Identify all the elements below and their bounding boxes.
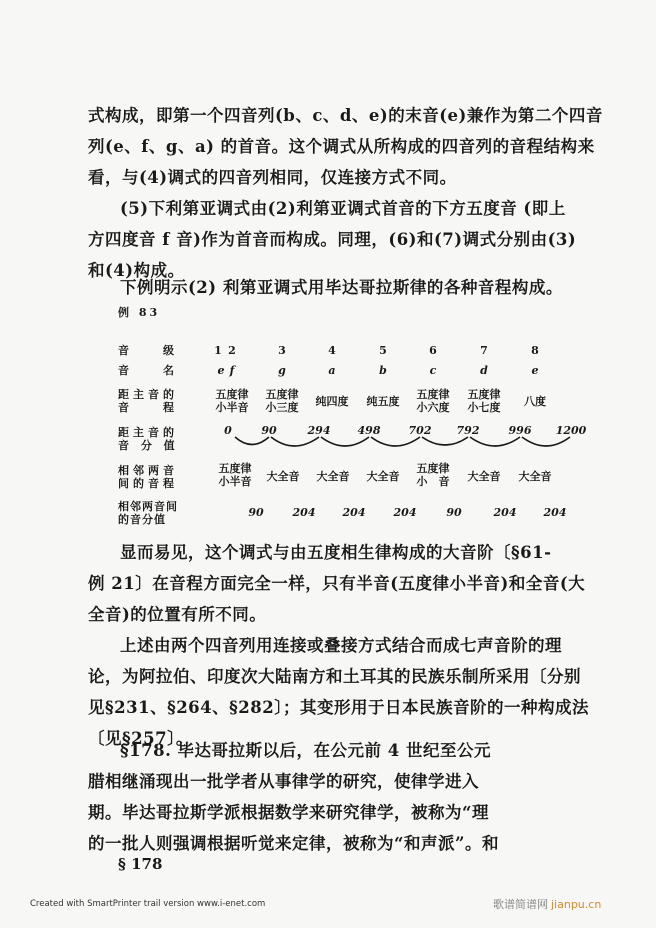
interval-arcs-icon [118,340,588,470]
cents-cell: 1200 [555,424,587,437]
paragraph-mode-structure [88,100,603,193]
cents-cell: 996 [508,424,532,437]
note-name-cell: c [429,364,437,377]
adjacent-interval-cell: 五度律 小半音 [218,462,252,488]
note-name-cell: f [229,364,235,377]
row-label-degree: 音 级 [118,344,178,357]
note-name-cell: e [217,364,225,377]
cents-cell: 0 [224,424,232,437]
site-name-cn: 歌谱简谱网 [493,898,548,911]
text-line: 论，为阿拉伯、印度次大陆南方和土耳其的民族乐制所采用〔分别 [88,667,581,686]
text-line: 期。毕达哥拉斯学派根据数学来研究律学，被称为“理 [88,803,489,822]
degree-cell: 4 [328,344,336,357]
cents-cell: 90 [261,424,277,437]
cents-cell: 702 [408,424,432,437]
interval-cell: 五度律 小三度 [265,388,299,414]
degree-cell: 6 [429,344,437,357]
adjacent-interval-cell: 大全音 [366,470,400,483]
paragraph-comparison [88,537,586,630]
cents-cell: 792 [456,424,480,437]
example-label: 例 83 [118,306,161,319]
degree-cell: 7 [480,344,488,357]
section-marker: § 178 [118,855,163,873]
cents-cell: 498 [357,424,381,437]
note-name-cell: a [328,364,336,377]
interval-cell: 纯五度 [366,395,400,408]
note-name-cell: b [379,364,387,377]
text-line: 方四度音 f 音)作为首音而构成。同理，(6)和(7)调式分别由(3) [88,230,577,249]
text-line: 的一批人则强调根据听觉来定律，被称为“和声派”。和 [88,834,499,853]
row-label-interval: 距主音的 音 程 [118,388,178,414]
note-name-cell: d [480,364,488,377]
text-line: 见§231、§264、§282〕；其变形用于日本民族音阶的一种构成法 [88,698,589,717]
text-line: 式构成，即第一个四音列(b、c、d、e)的末音(e)兼作为第二个四音 [88,106,603,125]
interval-cell: 八度 [524,395,546,408]
text-line: 下例明示(2) 利第亚调式用毕达哥拉斯律的各种音程构成。 [120,278,563,297]
adjacent-interval-cell: 大全音 [467,470,501,483]
row-label-cents: 距主音的 音 分 值 [118,426,179,452]
degree-cell: 2 [228,344,236,357]
text-line: 全音)的位置有所不同。 [88,605,267,624]
adjacent-interval-cell: 大全音 [518,470,552,483]
degree-cell: 8 [531,344,539,357]
adjacent-cents-cell: 204 [393,506,417,519]
text-line: 显而易见，这个调式与由五度相生律构成的大音阶〔§61- [120,543,552,562]
cents-cell: 294 [307,424,331,437]
text-line: 腊相继涌现出一批学者从事律学的研究，使律学进入 [88,772,479,791]
paragraph-example-intro [88,272,563,303]
text-line: §178. 毕达哥拉斯以后，在公元前 4 世纪至公元 [120,741,492,760]
row-label-adjacent-interval: 相邻两音 间的音程 [118,464,178,490]
degree-cell: 3 [278,344,286,357]
interval-cell: 五度律 小半音 [215,388,249,414]
paragraph-section-178 [88,735,558,859]
text-line: (5)下利第亚调式由(2)利第亚调式首音的下方五度音 (即上 [120,199,566,218]
text-line: 和(4)构成。 [88,261,185,280]
text-line: 列(e、f、g、a) 的首音。这个调式从所构成的四音列的音程结构来 [88,137,595,156]
adjacent-interval-cell: 大全音 [266,470,300,483]
note-name-cell: e [531,364,539,377]
interval-cell: 五度律 小六度 [416,388,450,414]
adjacent-interval-cell: 五度律 小 音 [416,462,450,488]
adjacent-cents-cell: 204 [342,506,366,519]
adjacent-interval-cell: 大全音 [316,470,350,483]
interval-cell: 纯四度 [315,395,349,408]
degree-cell: 5 [379,344,387,357]
text-line: 例 21〕在音程方面完全一样，只有半音(五度律小半音)和全音(大 [88,574,586,593]
site-url: jianpu.cn [551,898,602,911]
interval-cell: 五度律 小七度 [467,388,501,414]
text-line: 〔见§257〕。 [88,729,193,748]
adjacent-cents-cell: 90 [446,506,462,519]
note-name-cell: g [278,364,286,377]
row-label-note-name: 音 名 [118,364,178,377]
row-label-adjacent-cents: 相邻两音间 的音分值 [118,500,178,526]
adjacent-cents-cell: 204 [493,506,517,519]
adjacent-cents-cell: 90 [248,506,264,519]
site-watermark [493,896,601,912]
degree-cell: 1 [214,344,222,357]
printer-watermark: Created with SmartPrinter trail version www.i-enet.com [30,899,266,909]
adjacent-cents-cell: 204 [543,506,567,519]
adjacent-cents-cell: 204 [292,506,316,519]
text-line: 上述由两个四音列用连接或叠接方式结合而成七声音阶的理 [120,636,562,655]
text-line: 看，与(4)调式的四音列相同，仅连接方式不同。 [88,168,457,187]
